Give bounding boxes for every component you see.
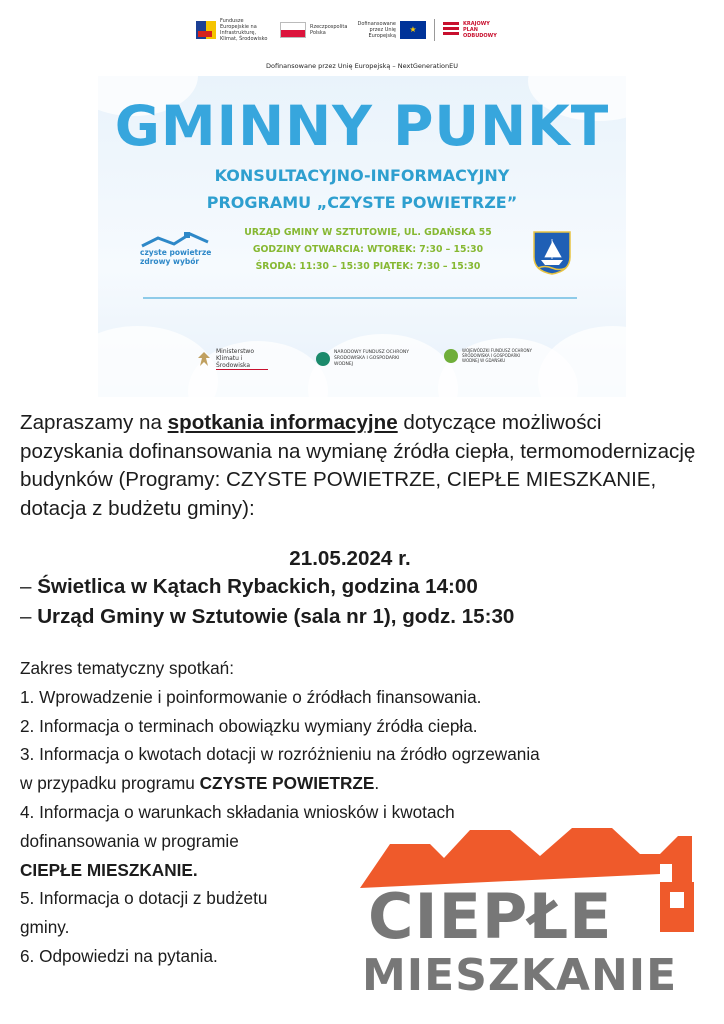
topic-item-3-cont: w przypadku programu CZYSTE POWIETRZE.	[20, 773, 380, 794]
cieple-mieszkanie-logo	[360, 822, 698, 1002]
wfos-icon	[444, 349, 458, 363]
nfos-icon	[316, 352, 330, 366]
intro-paragraph	[20, 409, 710, 523]
cm-logo-line-2: MIESZKANIE	[362, 950, 678, 1001]
eu-logo	[350, 21, 426, 39]
intro-after: dotyczące możliwości pozyskania dofinansowania na wymianę źródła ciepła, termomodernizację budynków (Programy: CZYSTE POWIETRZE, CIEPŁE MIESZKANIE, dotacja z budżetu gminy):	[20, 411, 696, 520]
house-roof-icon	[140, 232, 210, 248]
pl-logo	[280, 22, 348, 38]
banner-divider	[143, 297, 577, 299]
wfos-logo-text: WOJEWÓDZKI FUNDUSZ OCHRONY ŚRODOWISKA I GOSPODARKI WODNEJ W GDAŃSKU	[462, 348, 532, 363]
topic-item-3: 3. Informacja o kwotach dotacji w rozróżnieniu na źródło ogrzewania	[20, 744, 540, 765]
ministry-logo	[196, 348, 268, 370]
fe-logo-text: Fundusze Europejskie na Infrastrukturę, Klimat, Środowisko	[220, 18, 268, 42]
location-1: – Świetlica w Kątach Rybackich, godzina 14:00	[20, 575, 478, 598]
location-1-text: Świetlica w Kątach Rybackich, godzina 14:00	[37, 575, 478, 598]
topic-item-5-cont: gminy.	[20, 917, 70, 938]
pl-logo-text: Rzeczpospolita Polska	[310, 24, 348, 36]
program-name-cm: CIEPŁE MIESZKANIE.	[20, 859, 198, 880]
eu-flag-icon: ★	[400, 21, 426, 39]
opening-hours-1: GODZINY OTWARCIA: WTOREK: 7:30 – 15:30	[252, 244, 484, 255]
topic-item-4-cont: dofinansowania w programie	[20, 830, 239, 851]
poland-flag-icon	[280, 22, 306, 38]
kpo-logo-text: KRAJOWY PLAN ODBUDOWY	[463, 21, 497, 39]
window-icon	[670, 892, 684, 908]
opening-hours-2: ŚRODA: 11:30 – 15:30 PIĄTEK: 7:30 – 15:30	[255, 261, 481, 272]
funding-logos-bar	[196, 16, 536, 44]
fe-flag-icon	[196, 21, 216, 39]
nfos-logo	[316, 350, 410, 368]
cm-logo-line-1: CIEPŁE	[368, 880, 613, 953]
banner-subtitle-line-1: KONSULTACYJNO-INFORMACYJNY	[214, 166, 510, 185]
office-info	[228, 224, 508, 275]
czyste-powietrze-text: czyste powietrze	[140, 248, 212, 257]
intro-highlight: spotkania informacyjne	[167, 411, 398, 434]
banner-subtitle	[98, 162, 626, 216]
banner	[98, 76, 626, 397]
czyste-powietrze-logo	[140, 232, 212, 270]
meeting-date: 21.05.2024 r.	[289, 547, 411, 570]
ministry-logo-text: Ministerstwo Klimatu i Środowiska	[216, 348, 268, 370]
location-2: – Urząd Gminy w Sztutowie (sala nr 1), godz. 15:30	[20, 605, 515, 628]
banner-partner-logos	[98, 348, 626, 378]
eagle-icon	[196, 350, 212, 368]
kpo-logo	[443, 21, 499, 39]
topic-item-5: 5. Informacja o dotacji z budżetu	[20, 888, 268, 909]
eu-logo-text: Dofinansowane przez Unię Europejską	[357, 21, 396, 39]
wfos-logo	[444, 348, 534, 363]
topic-item-6: 6. Odpowiedzi na pytania.	[20, 945, 218, 966]
funded-line: Dofinansowane przez Unię Europejską – NextGenerationEU	[265, 62, 459, 70]
zdrowy-wybor-text: zdrowy wybór	[140, 257, 200, 266]
topic-item-1: 1. Wprowadzenie i poinformowanie o źródłach finansowania.	[20, 686, 482, 707]
location-2-text: Urząd Gminy w Sztutowie (sala nr 1), godz. 15:30	[37, 605, 515, 628]
topics-heading: Zakres tematyczny spotkań:	[20, 658, 234, 678]
logo-divider	[434, 19, 435, 41]
intro-before: Zapraszamy na	[20, 411, 168, 434]
office-address: URZĄD GMINY W SZTUTOWIE, UL. GDAŃSKA 55	[244, 227, 492, 238]
topic-item-4: 4. Informacja o warunkach składania wniosków i kwotach	[20, 801, 455, 822]
fe-logo	[196, 18, 272, 42]
topic-item-2: 2. Informacja o terminach obowiązku wymiany źródła ciepła.	[20, 715, 478, 736]
kpo-icon	[443, 22, 459, 38]
program-name-cp: CZYSTE POWIETRZE	[199, 773, 375, 794]
nfos-logo-text: NARODOWY FUNDUSZ OCHRONY ŚRODOWISKA I GOSPODARKI WODNEJ	[334, 350, 409, 367]
banner-title: GMINNY PUNKT	[114, 94, 610, 158]
gmina-crest-icon	[533, 231, 571, 275]
banner-subtitle-line-2: PROGRAMU „CZYSTE POWIETRZE”	[206, 193, 518, 212]
